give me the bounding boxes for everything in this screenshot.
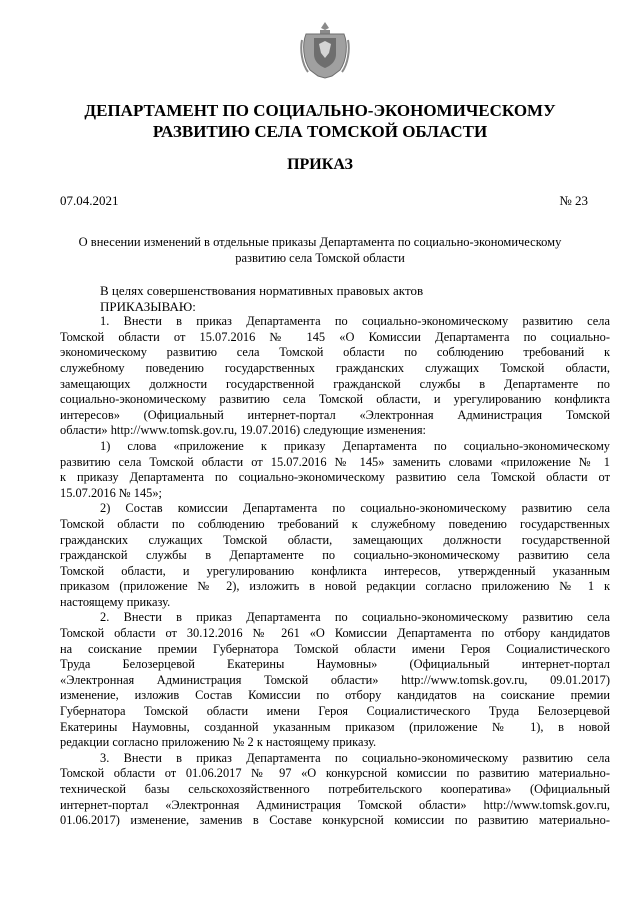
- document-type-heading: ПРИКАЗ: [287, 156, 353, 173]
- body-line: Труда Белозерцевой Екатерины Наумовны» (Официальный интернет-портал: [60, 657, 610, 672]
- body-line: редакции согласно приложению № 2 к настоящему приказу.: [60, 735, 377, 750]
- body-line: 1) слова «приложение к приказу Департамента по социально-экономическому: [100, 438, 610, 453]
- body-line: 1. Внести в приказ Департамента по социально-экономическому развитию села: [100, 314, 610, 329]
- body-line: Томской области от 30.12.2016 № 261 «О Комиссии Департамента по отбору кандидатов: [60, 626, 610, 641]
- coat-of-arms-emblem: [300, 20, 350, 80]
- body-line: социально-экономическому развитию села Томской области, и урегулированию конфликта: [60, 392, 610, 407]
- body-line: 15.07.2016 № 145»;: [60, 485, 162, 500]
- body-line: интересов» (Официальный интернет-портал «Электронная Администрация Томской: [60, 407, 610, 422]
- body-line: 2. Внести в приказ Департамента по социально-экономическому развитию села: [100, 610, 610, 625]
- body-line: экономическому развитию села Томской области по соблюдению требований к: [60, 345, 610, 360]
- preamble-text: В целях совершенствования нормативных правовых актов: [100, 283, 424, 298]
- organization-name: [40, 100, 600, 142]
- document-subject: [40, 234, 600, 266]
- body-line: «Электронная Администрация Томской области» http://www.tomsk.gov.ru, 09.01.2017): [60, 672, 610, 687]
- subject-line-1: О внесении изменений в отдельные приказы Департамента по социально-экономическому: [78, 235, 562, 249]
- body-line: развитию села Томской области от 15.07.2016 № 145» заменить словами «приложение № 1: [60, 454, 610, 469]
- body-line: Губернатора Томской области имени Героя Социалистического Труда Белозерцевой: [60, 704, 610, 719]
- body-line: Екатерины Наумовны, созданной указанным приказом (приложение № 1), в новой: [60, 719, 610, 734]
- body-line: 3. Внести в приказ Департамента по социально-экономическому развитию села: [100, 750, 610, 765]
- body-line: к приказу Департамента по социально-экономическому развитию села Томской области от: [60, 470, 610, 485]
- body-line: служебному поведению государственных гражданских служащих Томской области,: [60, 360, 610, 375]
- body-line: замещающих должности государственной гражданской службы в Департаменте по: [60, 376, 610, 391]
- document-number: № 23: [559, 193, 588, 208]
- body-line: гражданской службы в Департаменте по социально-экономическому развитию села: [60, 548, 610, 563]
- body-line: Томской области от 01.06.2017 № 97 «О конкурсной комиссии по развитию материально-: [60, 766, 610, 781]
- body-line: 01.06.2017) изменение, заменив в Составе конкурсной комиссии по развитию материально-: [60, 813, 610, 828]
- body-line: Томской области от 15.07.2016 № 145 «О Комиссии Департамента по социально-: [60, 329, 610, 344]
- organization-name-line-1: ДЕПАРТАМЕНТ ПО СОЦИАЛЬНО-ЭКОНОМИЧЕСКОМУ: [84, 101, 556, 120]
- body-line: области» http://www.tomsk.gov.ru, 19.07.2016) следующие изменения:: [60, 423, 426, 438]
- body-line: изменение, изложив Состав Комиссии по отбору кандидатов на соискание премии: [60, 688, 610, 703]
- document-body: [60, 283, 610, 829]
- subject-line-2: развитию села Томской области: [235, 251, 405, 265]
- body-line: на соискание премии Губернатора Томской области имени Героя Социалистического: [60, 641, 610, 656]
- body-line: Томской области, и урегулированию конфликта интересов, утвержденный указанным: [60, 563, 610, 578]
- document-date: 07.04.2021: [60, 193, 119, 208]
- body-line: интернет-портал «Электронная Администрация Томской области» http://www.tomsk.gov.ru,: [60, 797, 610, 812]
- order-word: ПРИКАЗЫВАЮ:: [100, 298, 196, 314]
- body-line: приказом (приложение № 2), изложить в новой редакции согласно приложению № 1 к: [60, 579, 610, 594]
- body-line: настоящему приказу.: [60, 594, 171, 609]
- body-line: технической базы сельскохозяйственного потребительского кооператива» (Официальный: [60, 782, 610, 796]
- organization-name-line-2: РАЗВИТИЮ СЕЛА ТОМСКОЙ ОБЛАСТИ: [152, 122, 488, 141]
- body-line: Томской области по соблюдению требований к служебному поведению государственных: [60, 516, 610, 531]
- body-line: гражданских служащих Томской области, замещающих должности государственной: [60, 532, 610, 547]
- body-line: 2) Состав комиссии Департамента по социально-экономическому развитию села: [100, 501, 610, 516]
